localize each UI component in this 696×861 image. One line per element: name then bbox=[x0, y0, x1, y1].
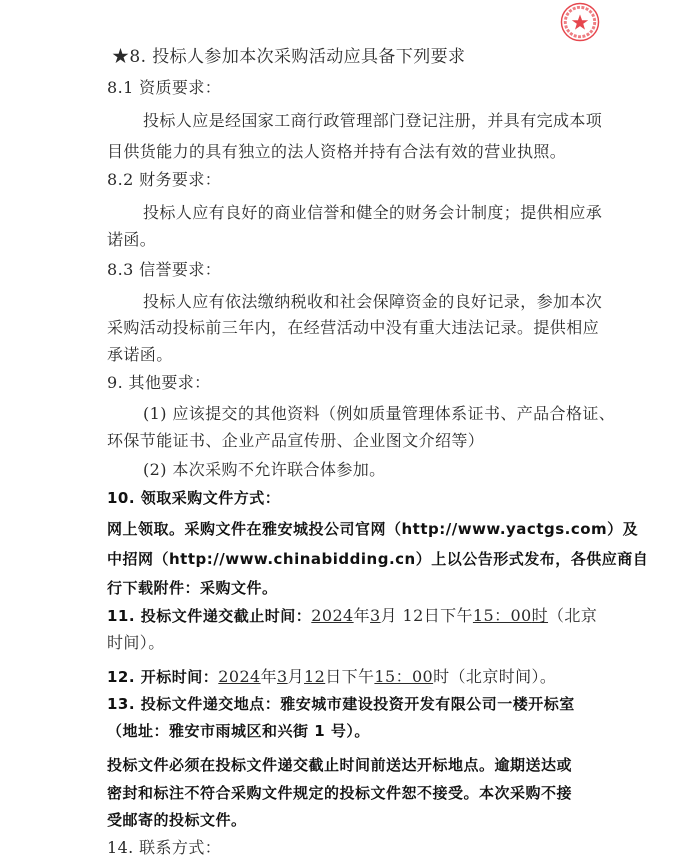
notice-line: 投标文件必须在投标文件递交截止时间前送达开标地点。逾期送达或 bbox=[107, 756, 573, 774]
opening-year: 2024 bbox=[218, 667, 261, 686]
paragraph-line: 环保节能证书、企业产品宣传册、企业图文介绍等） bbox=[107, 431, 485, 450]
opening-day: 12 bbox=[304, 667, 326, 686]
section-13-location: 13. 投标文件递交地点：雅安城市建设投资开发有限公司一楼开标室 bbox=[107, 695, 575, 713]
deadline-day: 12 bbox=[402, 606, 424, 625]
notice-line: 受邮寄的投标文件。 bbox=[107, 811, 247, 829]
paragraph-line: 中招网（http://www.chinabidding.cn）上以公告形式发布，各供应商自 bbox=[107, 550, 649, 568]
section-11-deadline: 11. 投标文件递交截止时间：2024年3月 12日下午15：00时（北京 bbox=[107, 606, 598, 625]
paragraph-line: 诺函。 bbox=[107, 230, 157, 249]
paragraph-line: 投标人应有良好的商业信誉和健全的财务会计制度；提供相应承 bbox=[143, 203, 603, 222]
section-14-heading: 14. 联系方式： bbox=[107, 838, 222, 857]
section-8-2-heading: 8.2 财务要求： bbox=[107, 170, 222, 189]
opening-month: 3 bbox=[277, 667, 288, 686]
star-icon: ★ bbox=[112, 47, 130, 67]
paragraph-line: 时间）。 bbox=[107, 633, 165, 652]
seal-star-icon bbox=[572, 14, 588, 29]
paragraph-line: 投标人应是经国家工商行政管理部门登记注册，并具有完成本项 bbox=[143, 111, 603, 130]
section-9-heading: 9. 其他要求： bbox=[107, 373, 211, 392]
paragraph-line: 行下载附件：采购文件。 bbox=[107, 579, 278, 597]
deadline-month: 3 bbox=[370, 606, 381, 625]
paragraph-line: 投标人应有依法缴纳税收和社会保障资金的良好记录，参加本次 bbox=[143, 292, 603, 311]
section-10-heading: 10. 领取采购文件方式： bbox=[107, 489, 281, 507]
paragraph-line: （地址：雅安市雨城区和兴街 1 号）。 bbox=[107, 722, 370, 740]
company-seal bbox=[560, 2, 600, 42]
notice-line: 密封和标注不符合采购文件规定的投标文件恕不接受。本次采购不接 bbox=[107, 784, 573, 802]
paragraph-line: 目供货能力的具有独立的法人资格并持有合法有效的营业执照。 bbox=[107, 142, 567, 161]
section-8-3-heading: 8.3 信誉要求： bbox=[107, 260, 222, 279]
deadline-year: 2024 bbox=[311, 606, 354, 625]
paragraph-line: 采购活动投标前三年内，在经营活动中没有重大违法记录。提供相应 bbox=[107, 318, 600, 337]
section-12-opening-time: 12. 开标时间：2024年3月12日下午15：00时（北京时间）。 bbox=[107, 667, 557, 686]
section-8-1-heading: 8.1 资质要求： bbox=[107, 78, 222, 97]
deadline-time: 15：00 bbox=[472, 606, 532, 625]
paragraph-line: (2) 本次采购不允许联合体参加。 bbox=[143, 460, 386, 479]
opening-time: 15：00 bbox=[374, 667, 434, 686]
section-8-title: ★8. 投标人参加本次采购活动应具备下列要求 bbox=[112, 47, 466, 67]
paragraph-line: 承诺函。 bbox=[107, 345, 173, 364]
paragraph-line: 网上领取。采购文件在雅安城投公司官网（http://www.yactgs.com）及 bbox=[107, 520, 639, 538]
paragraph-line: (1) 应该提交的其他资料（例如质量管理体系证书、产品合格证、 bbox=[143, 404, 616, 423]
